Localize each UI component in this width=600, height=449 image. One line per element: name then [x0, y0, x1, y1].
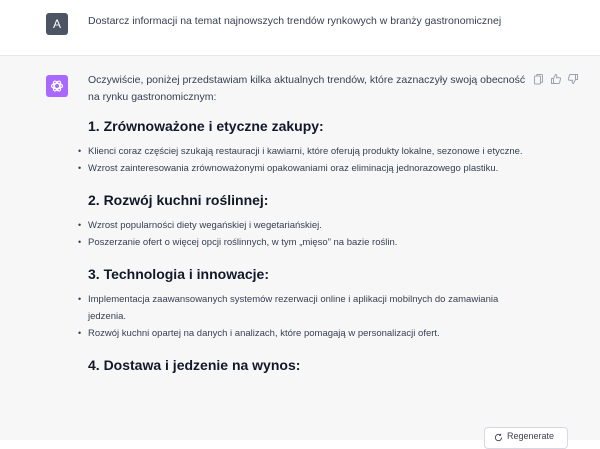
- assistant-intro: Oczywiście, poniżej przedstawiam kilka aktualnych trendów, które zaznaczyły swoją obecność na rynku gastronomicznym:: [88, 74, 526, 103]
- bullet-list: [88, 291, 528, 342]
- bullet-list: [88, 217, 528, 251]
- list-item: • Poszerzanie ofert o więcej opcji roślinnych, w tym „mięso” na bazie roślin.: [88, 234, 528, 251]
- regenerate-label: Regenerate: [507, 431, 555, 441]
- assistant-message-content: [88, 72, 528, 382]
- assistant-message-row: [0, 56, 600, 440]
- list-item: • Klienci coraz częściej szukają restauracji i kawiarni, które oferują produkty lokalne, sezonowe i etyczne.: [88, 143, 528, 160]
- bullet-list: [88, 143, 528, 177]
- thumbs-up-icon[interactable]: [550, 73, 562, 85]
- regenerate-button[interactable]: [484, 427, 568, 449]
- section-title: 2. Rozwój kuchni roślinnej:: [88, 192, 269, 208]
- user-avatar: A: [46, 13, 68, 35]
- user-message-row: [0, 0, 600, 56]
- openai-logo-icon: [46, 75, 68, 97]
- user-message-text: Dostarcz informacji na temat najnowszych trendów rynkowych w branży gastronomicznej: [88, 15, 502, 27]
- message-actions: [533, 73, 579, 85]
- list-item: • Rozwój kuchni opartej na danych i analizach, które pomagają w personalizacji ofert.: [88, 325, 528, 342]
- section-title: 1. Zrównoważone i etyczne zakupy:: [88, 118, 324, 134]
- copy-icon[interactable]: [533, 73, 545, 85]
- list-item: • Implementacja zaawansowanych systemów rezerwacji online i aplikacji mobilnych do zamawiania jedzenia.: [88, 291, 528, 325]
- list-item: • Wzrost zainteresowania zrównoważonymi opakowaniami oraz eliminacją jednorazowego plastiku.: [88, 160, 528, 177]
- section-title: 4. Dostawa i jedzenie na wynos:: [88, 357, 301, 373]
- refresh-icon: [494, 433, 503, 442]
- thumbs-down-icon[interactable]: [567, 73, 579, 85]
- section-title: 3. Technologia i innowacje:: [88, 266, 269, 282]
- list-item: • Wzrost popularności diety wegańskiej i wegetariańskiej.: [88, 217, 528, 234]
